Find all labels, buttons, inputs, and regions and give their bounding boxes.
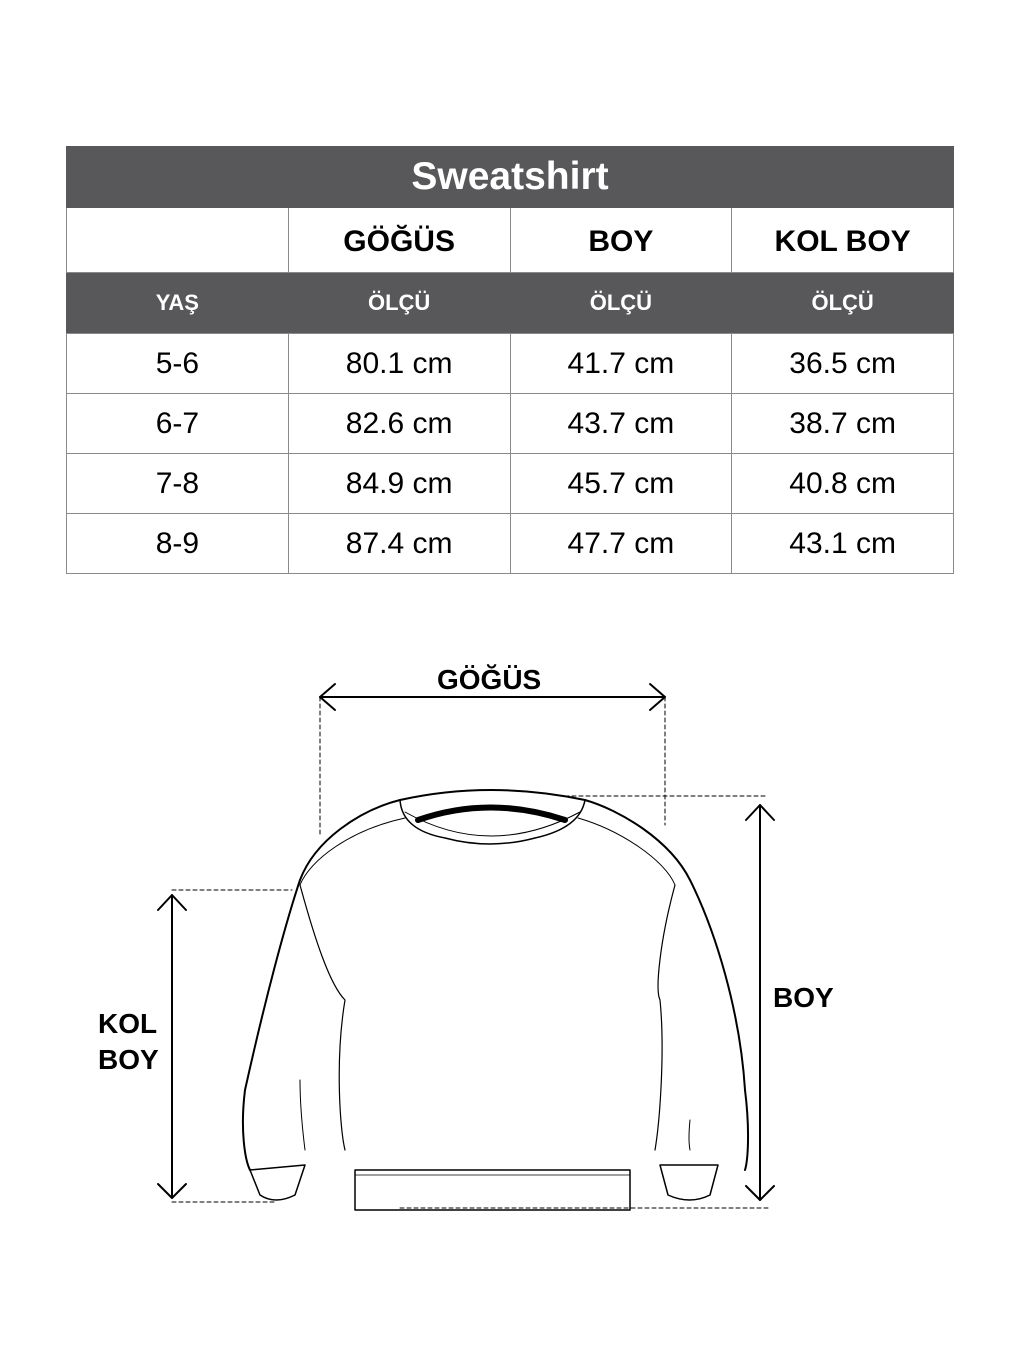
unit-header: ÖLÇÜ <box>510 273 732 334</box>
kol-boy-cell: 36.5 cm <box>732 334 954 394</box>
age-cell: 8-9 <box>67 514 289 574</box>
sleeve-label-line1: KOL <box>98 1008 158 1039</box>
length-label: BOY <box>773 982 834 1013</box>
kol-boy-cell: 43.1 cm <box>732 514 954 574</box>
table-row <box>67 334 954 394</box>
gogus-cell: 84.9 cm <box>288 454 510 514</box>
age-cell: 6-7 <box>67 394 289 454</box>
table-row <box>67 514 954 574</box>
age-cell: 5-6 <box>67 334 289 394</box>
size-chart-table <box>66 146 954 574</box>
category-header-gogus: GÖĞÜS <box>288 208 510 273</box>
boy-cell: 43.7 cm <box>510 394 732 454</box>
category-header-empty <box>67 208 289 273</box>
boy-cell: 41.7 cm <box>510 334 732 394</box>
table-row <box>67 454 954 514</box>
chest-label: GÖĞÜS <box>437 664 542 695</box>
kol-boy-cell: 40.8 cm <box>732 454 954 514</box>
unit-header-row <box>67 273 954 334</box>
gogus-cell: 87.4 cm <box>288 514 510 574</box>
measurement-diagram <box>0 640 1020 1240</box>
kol-boy-cell: 38.7 cm <box>732 394 954 454</box>
table-row <box>67 394 954 454</box>
sleeve-label-line2: BOY <box>98 1044 159 1075</box>
table-title: Sweatshirt <box>67 147 954 208</box>
age-cell: 7-8 <box>67 454 289 514</box>
unit-header: ÖLÇÜ <box>288 273 510 334</box>
boy-cell: 47.7 cm <box>510 514 732 574</box>
table-title-row <box>67 147 954 208</box>
unit-header: ÖLÇÜ <box>732 273 954 334</box>
sweatshirt-illustration-icon <box>0 640 1020 1240</box>
category-header-boy: BOY <box>510 208 732 273</box>
gogus-cell: 80.1 cm <box>288 334 510 394</box>
unit-header-age: YAŞ <box>67 273 289 334</box>
boy-cell: 45.7 cm <box>510 454 732 514</box>
gogus-cell: 82.6 cm <box>288 394 510 454</box>
category-header-row <box>67 208 954 273</box>
category-header-kol-boy: KOL BOY <box>732 208 954 273</box>
